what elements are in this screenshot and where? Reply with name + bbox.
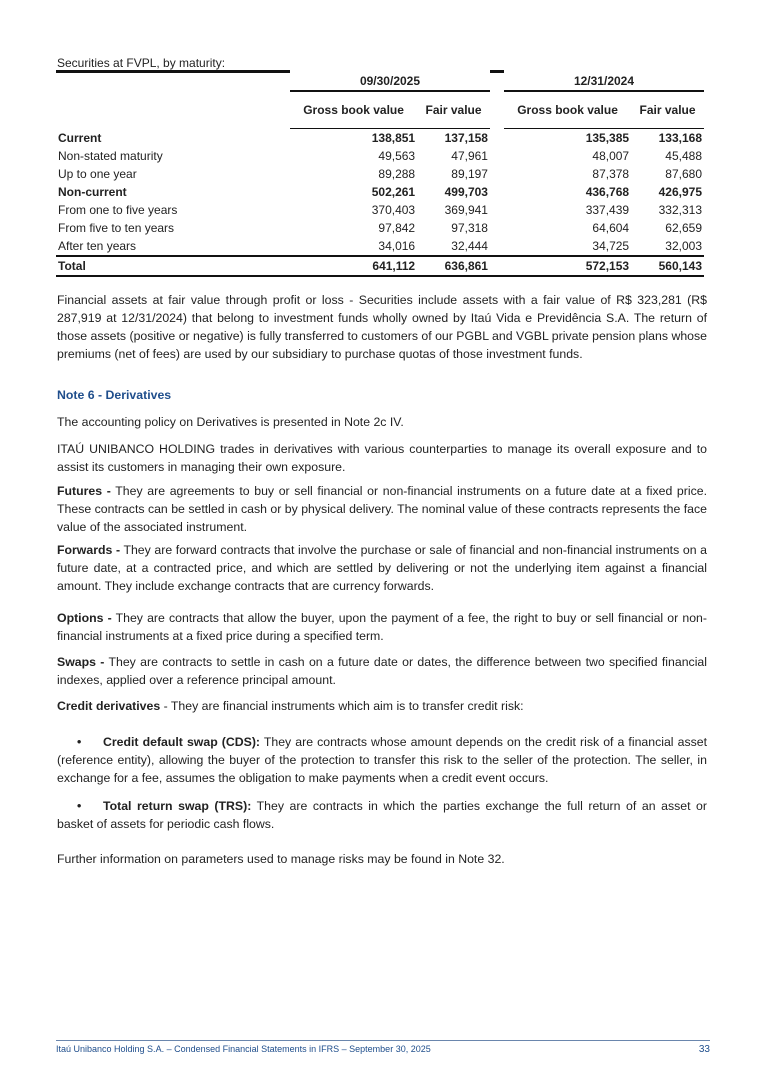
cell-value: 572,153 [504,256,631,276]
cell-value: 137,158 [444,131,488,145]
definition-paragraph [57,609,707,645]
row-label: Total [56,256,290,276]
cell-value: 97,842 [378,221,416,235]
footer-text: Itaú Unibanco Holding S.A. – Condensed Financial Statements in IFRS – September 30, 2025 [56,1044,431,1054]
intro-paragraph: ITAÚ UNIBANCO HOLDING trades in derivatives with various counterparties to manage its overall exposure and to assist its customers in managing their own exposure. [57,442,707,474]
cell-value: 641,112 [290,256,417,276]
cell-value: 337,439 [585,203,630,217]
period-header: 12/31/2024 [504,72,704,92]
cell-value: 48,007 [592,149,630,163]
cell-value: 499,703 [444,185,488,199]
table-row [56,201,704,219]
bullet-item [57,797,707,833]
note-title: Note 6 - Derivatives [57,388,172,402]
definition-term: Credit derivatives [57,699,161,713]
cell-value: 138,851 [371,131,416,145]
table-row [56,237,704,256]
definition-text: - They are financial instruments which aim is to transfer credit risk: [160,699,524,713]
cell-value: 436,768 [585,185,630,199]
definition-text: They are contracts that allow the buyer, upon the payment of a fee, the right to buy or sell financial or non-financial instruments at a fixed price during a specified term. [57,611,707,643]
definition-paragraph [57,697,707,715]
cell-value: 332,313 [658,203,702,217]
table-row [56,219,704,237]
cell-value: 636,861 [417,256,490,276]
cell-value: 369,941 [444,203,488,217]
col-gross-book-value: Gross book value [504,91,631,129]
policy-paragraph: The accounting policy on Derivatives is presented in Note 2c IV. [57,415,404,429]
col-fair-value: Fair value [631,91,704,129]
cell-value: 87,680 [665,167,702,181]
cell-value: 560,143 [631,256,704,276]
period-header: 09/30/2025 [290,72,490,92]
cell-value: 32,003 [665,239,702,253]
closing-paragraph: Further information on parameters used to manage risks may be found in Note 32. [57,852,505,866]
cell-value: 89,197 [451,167,488,181]
page-footer [56,1040,710,1055]
row-label: After ten years [58,239,137,253]
bullet-term: Total return swap (TRS): [103,799,252,813]
cell-value: 135,385 [585,131,630,145]
row-label: Up to one year [58,167,137,181]
bullet-text: They are contracts whose amount depends on the credit risk of a financial asset (reference entity), allowing the buyer of the protection to transfer this risk to the seller of the protection. The seller, in exchange for a fee, assumes the obligation to make payments when a credit event occurs. [57,735,707,785]
cell-value: 89,288 [378,167,416,181]
cell-value: 133,168 [658,131,702,145]
bullet-term: Credit default swap (CDS): [103,735,261,749]
definition-term: Futures - [57,484,111,498]
definition-text: They are agreements to buy or sell financial or non-financial instruments on a future date at a fixed price. These contracts can be settled in cash or by physical delivery. The nominal value of these contracts represents the face value of the associated instrument. [57,484,708,534]
table-row [56,129,704,148]
definition-paragraph [57,482,707,536]
table-row [56,147,704,165]
cell-value: 49,563 [378,149,416,163]
definition-paragraph [57,653,707,689]
definition-term: Swaps - [57,655,105,669]
cell-value: 426,975 [658,185,702,199]
bullet-text: They are contracts in which the parties exchange the full return of an asset or basket of assets for periodic cash flows. [57,799,707,831]
cell-value: 47,961 [451,149,488,163]
bullet-icon: • [77,735,82,749]
fvpl-paragraph: Financial assets at fair value through profit or loss - Securities include assets with a fair value of R$ 323,281 (R$ 287,919 at 12/31/2024) that belong to investment funds wholly owned by Itaú Vida e Previdência S.A. The return of those assets (positive or negative) is fully transferred to customers of our PGBL and VGBL private pension plans whose premiums (net of fees) are used by our subsidiary to purchase quotas of those investment funds. [57,293,707,361]
row-label: Non-current [58,185,127,199]
definition-paragraph [57,541,707,595]
col-gross-book-value: Gross book value [290,91,417,129]
definition-text: They are contracts to settle in cash on a future date or dates, the difference between two specified financial indexes, applied over a reference principal amount. [57,655,708,687]
cell-value: 32,444 [451,239,488,253]
table-row [56,183,704,201]
table-row [56,165,704,183]
table-caption: Securities at FVPL, by maturity: [57,56,226,70]
bullet-icon: • [77,799,82,813]
cell-value: 97,318 [451,221,488,235]
row-label: Non-stated maturity [58,149,163,163]
cell-value: 370,403 [371,203,416,217]
page-number: 33 [698,1044,710,1055]
row-label: From five to ten years [58,221,175,235]
cell-value: 502,261 [371,185,416,199]
bullet-item [57,733,707,787]
cell-value: 45,488 [665,149,702,163]
table-row [56,256,704,276]
definition-text: They are forward contracts that involve the purchase or sale of financial and non-financial instruments on a future date, at a contracted price, and which are settled by delivering or not the underlying item against a financial amount. They include exchange contracts that are currency forwards. [57,543,707,593]
cell-value: 62,659 [665,221,702,235]
securities-table [56,70,704,277]
definition-term: Options - [57,611,112,625]
cell-value: 34,725 [592,239,630,253]
cell-value: 34,016 [378,239,416,253]
col-fair-value: Fair value [417,91,490,129]
definition-term: Forwards - [57,543,121,557]
row-label: Current [58,130,102,145]
row-label: From one to five years [58,203,178,217]
cell-value: 64,604 [592,221,630,235]
cell-value: 87,378 [592,167,630,181]
